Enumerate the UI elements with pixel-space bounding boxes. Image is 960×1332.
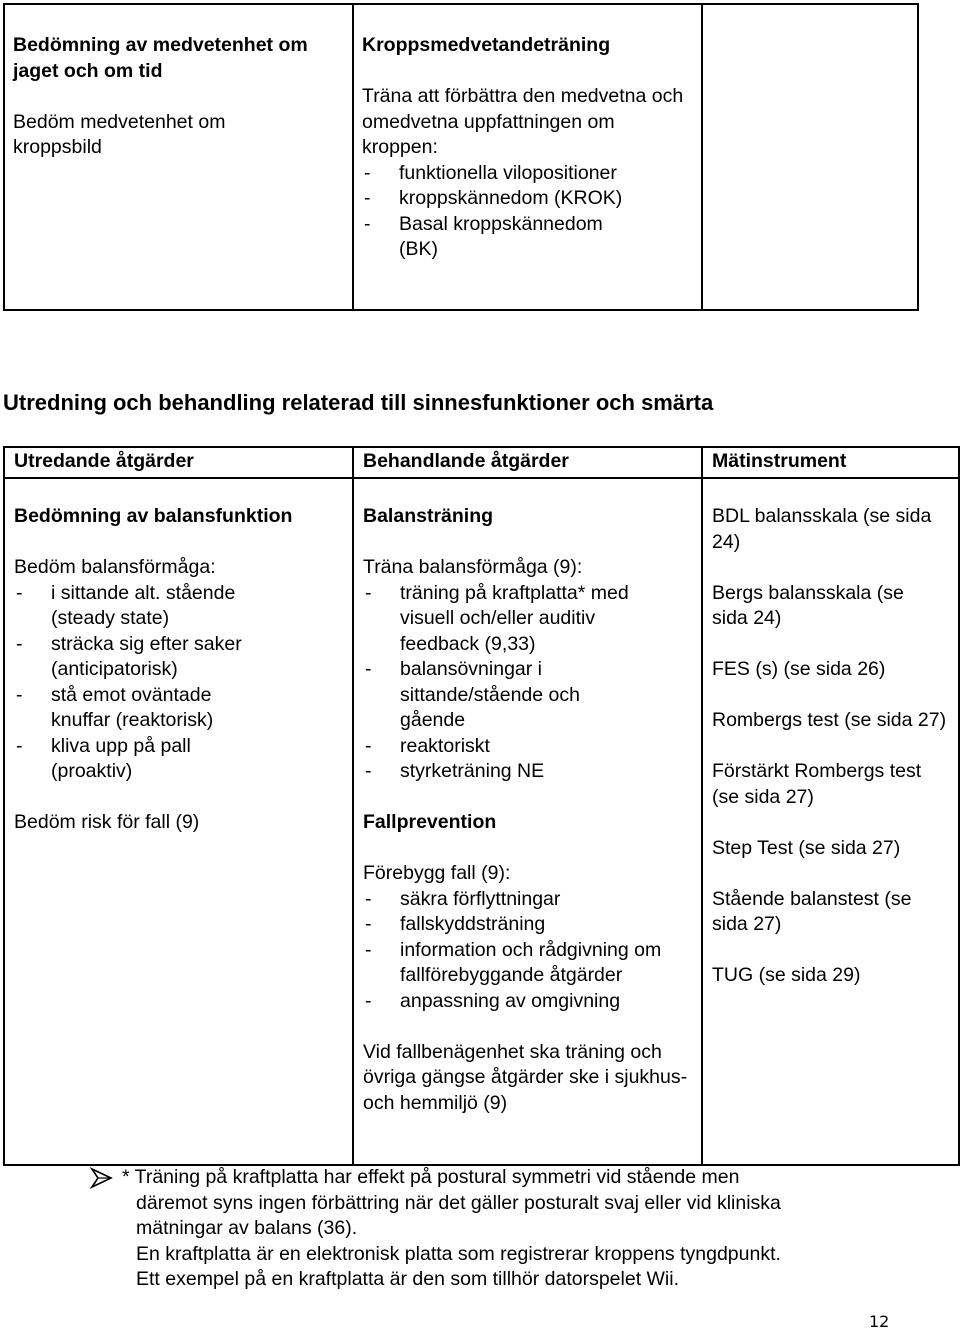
instrument-item: Step Test (se sida 27)	[712, 836, 901, 859]
arrowhead-bullet-icon	[90, 1166, 114, 1190]
col2-closing: Vid fallbenägenhet ska träning och övriga gängse åtgärder ske i sjukhus- och hemmiljö (9)	[363, 1040, 688, 1114]
col2-list-balance	[363, 581, 691, 785]
col1-intro: Bedöm balansförmåga:	[14, 556, 216, 578]
instrument-item: TUG (se sida 29)	[712, 964, 861, 986]
main-table	[3, 446, 960, 1166]
instrument-item: FES (s) (se sida 26)	[712, 658, 886, 680]
col2-list-fall	[363, 887, 691, 1015]
footnote-line: En kraftplatta är en elektronisk platta som registrerar kroppens tyngdpunkt.	[136, 1242, 781, 1265]
footnote	[90, 1165, 950, 1293]
header-instruments: Mätinstrument	[702, 447, 959, 478]
top-col2-heading: Kroppsmedvetandeträning	[362, 34, 611, 56]
top-col1-text: Bedöm medvetenhet om kroppsbild	[13, 110, 226, 158]
section-title: Utredning och behandling relaterad till sinnesfunktioner och smärta	[3, 390, 714, 415]
top-col-instruments	[702, 4, 918, 310]
top-col-assessment	[4, 4, 353, 310]
list-item: - kliva upp på pall (proaktiv)	[14, 734, 251, 785]
list-item: - reaktoriskt	[363, 734, 691, 760]
top-table	[3, 3, 919, 311]
page-number: 12	[869, 1312, 890, 1331]
list-item: - stå emot oväntade knuffar (reaktorisk)	[14, 683, 251, 734]
instrument-item: Förstärkt Rombergs test (se sida 27)	[712, 760, 922, 808]
instrument-item: Rombergs test (se sida 27)	[712, 709, 947, 731]
list-item: - anpassning av omgivning	[363, 989, 691, 1015]
cell-assessment	[4, 478, 353, 1165]
cell-instruments	[702, 478, 959, 1165]
list-item: - funktionella vilopositioner	[362, 161, 682, 187]
cell-treatment	[353, 478, 702, 1165]
header-assessment: Utredande åtgärder	[4, 447, 353, 478]
col2-heading-balance: Balansträning	[363, 505, 494, 527]
instrument-item: BDL balansskala (se sida 24)	[712, 505, 932, 553]
col1-heading: Bedömning av balansfunktion	[14, 505, 293, 527]
col2-intro-balance: Träna balansförmåga (9):	[363, 556, 583, 578]
top-col2-intro: Träna att förbättra den medvetna och omedvetna uppfattningen om kroppen:	[362, 85, 684, 158]
list-item: - styrketräning NE	[363, 759, 691, 785]
top-col1-heading: Bedömning av medvetenhet om jaget och om tid	[13, 34, 308, 82]
footnote-line: * Träning på kraftplatta har effekt på postural symmetri vid stående men	[122, 1166, 740, 1188]
footnote-line: mätningar av balans (36).	[136, 1217, 358, 1239]
list-item: - information och rådgivning om fallförebyggande åtgärder	[363, 938, 680, 989]
instrument-item: Bergs balansskala (se sida 24)	[712, 581, 904, 629]
list-item: - fallskyddsträning	[363, 912, 691, 938]
list-item: - Basal kroppskännedom (BK)	[362, 212, 639, 263]
footnote-line: däremot syns ingen förbättring när det gäller posturalt svaj eller vid kliniska	[136, 1191, 781, 1214]
list-item: - i sittande alt. stående (steady state)	[14, 581, 291, 632]
top-col-treatment	[353, 4, 702, 310]
col2-heading-fall: Fallprevention	[363, 811, 497, 833]
col2-intro-fall: Förebygg fall (9):	[363, 862, 511, 884]
footnote-line: Ett exempel på en kraftplatta är den som tillhör datorspelet Wii.	[136, 1268, 680, 1290]
footnote-text	[122, 1165, 950, 1293]
top-col2-list	[362, 161, 682, 263]
list-item: - kroppskännedom (KROK)	[362, 186, 682, 212]
list-item: - träning på kraftplatta* med visuell och/eller auditiv feedback (9,33)	[363, 581, 675, 658]
instrument-item: Stående balanstest (se sida 27)	[712, 887, 912, 935]
list-item: - sträcka sig efter saker (anticipatorisk)	[14, 632, 291, 683]
header-treatment: Behandlande åtgärder	[353, 447, 702, 478]
list-item: - säkra förflyttningar	[363, 887, 691, 913]
col1-list	[14, 581, 269, 785]
list-item: - balansövningar i sittande/stående och gående	[363, 657, 620, 734]
col1-closing: Bedöm risk för fall (9)	[14, 811, 200, 833]
